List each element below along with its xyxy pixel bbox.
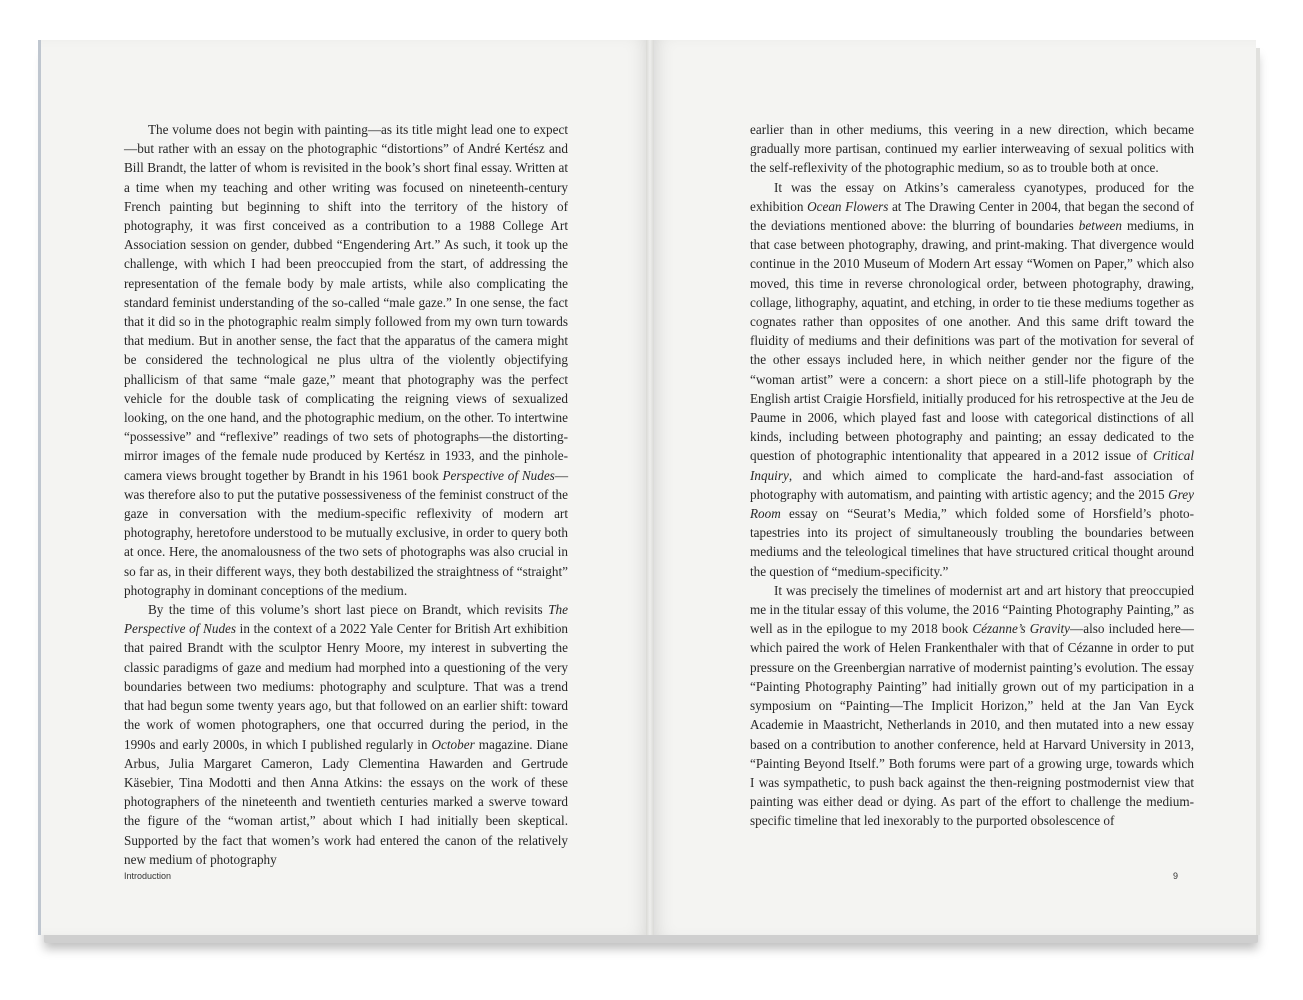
text-run: , and which aimed to complicate the hard-and-fast association of photography with automatism, and painting with artistic agency; and the 2015 xyxy=(750,467,1194,502)
paragraph xyxy=(750,120,1194,178)
text-run: earlier than in other mediums, this veering in a new direction, which became gradually more partisan, continued my earlier interweaving of sexual politics with the self-reflexivity of the photographic medium, so as to trouble both at once. xyxy=(750,122,1194,176)
book-gutter xyxy=(646,40,654,935)
italic-title: Perspective of Nudes xyxy=(442,467,555,483)
left-page xyxy=(38,40,653,935)
paragraph xyxy=(750,178,1194,581)
italic-title: Ocean Flowers xyxy=(807,198,889,214)
text-run: at The Drawing Center in 2004, that began the second of the deviations mentioned above: the blurring of boundaries xyxy=(750,198,1194,234)
italic-title: Critical Inquiry xyxy=(750,448,1194,483)
text-run: —was therefore also to put the putative possessiveness of the feminist construct of the gaze in conversation with the medium-specific reflexivity of modern art photography, heretofore understood to be mutually exclusive, in order to query both at once. Here, the anomalousness of the two sets of photographs was also crucial in so far as, in their different ways, they both destabilized the straightness of “straight” photography in dominant conceptions of the medium. xyxy=(124,467,568,598)
right-page xyxy=(650,40,1256,935)
open-book xyxy=(38,40,1256,935)
text-run: The volume does not begin with painting—as its title might lead one to expect—but rather with an essay on the photographic “distortions” of André Kertész and Bill Brandt, the latter of whom is revisited in the book’s short final essay. Written at a time when my teaching and other writing was focused on nineteenth-century French painting but beginning to shift into the territory of the history of photography, it was first conceived as a contribution to a 1988 College Art Association session on gender, dubbed “Engendering Art.” As such, it took up the challenge, with which I had been preoccupied from the start, of addressing the representation of the female body by male artists, while also complicating the standard feminist understanding of the so-called “male gaze.” In one sense, the fact that it did so in the photographic realm simply followed from my own turn towards that medium. But in another sense, the fact that the apparatus of the camera might be considered the technological ne plus ultra of the violently objectifying phallicism of that same “male gaze,” meant that photography was the perfect vehicle for the double task of complicating the reigning views of sexualized looking, on the one hand, and the photographic medium, on the other. To intertwine “possessive” and “reflexive” readings of two sets of photographs—the distorting-mirror images of the female nude produced by Kertész in 1933, and the pinhole-camera views brought together by Brandt in his 1961 book xyxy=(124,122,568,483)
text-run: It was precisely the timelines of modernist art and art history that preoccupied me in the titular essay of this volume, the 2016 “Painting Photography Painting,” as well as in the epilogue to my 2018 book xyxy=(750,582,1194,637)
italic-title: Cézanne’s Gravity xyxy=(972,621,1071,637)
page-number: 9 xyxy=(1173,871,1179,881)
italic-title: between xyxy=(1078,218,1123,234)
italic-title: October xyxy=(431,736,475,752)
paragraph xyxy=(124,120,568,600)
paragraph xyxy=(750,581,1194,831)
italic-title: The Perspective of Nudes xyxy=(124,602,568,637)
left-page-body xyxy=(124,120,568,869)
text-run: By the time of this volume’s short last piece on Brandt, which revisits xyxy=(148,602,549,618)
text-run: magazine. Diane Arbus, Julia Margaret Cameron, Lady Clementina Hawarden and Gertrude Käsebier, Tina Modotti and then Anna Atkins: the essays on the work of these photographers of the nineteenth and twentieth centuries marked a swerve toward the figure of the “woman artist,” about which I had initially been skeptical. Supported by the fact that women’s work had entered the canon of the relatively new medium of photography xyxy=(124,736,568,867)
text-run: It was the essay on Atkins’s cameraless cyanotypes, produced for the exhibition xyxy=(750,179,1194,214)
text-run: mediums, in that case between photography, drawing, and print-making. That divergence would continue in the 2010 Museum of Modern Art essay “Women on Paper,” which also moved, this time in reverse chronological order, between photography, drawing, collage, lithography, aquatint, and etching, in order to tie these mediums together as cognates rather than opposites of one another. And this same drift toward the fluidity of mediums and their definitions was part of the motivation for several of the other essays included here, in which neither gender nor the figure of the “woman artist” were a concern: a short piece on a still-life photograph by the English artist Craigie Horsfield, initially produced for his retrospective at the Jeu de Paume in 2006, which played fast and loose with categorical distinctions of all kinds, including between photography and painting; an essay dedicated to the question of photographic intentionality that appeared in a 2012 issue of xyxy=(750,218,1194,464)
paragraph xyxy=(124,600,568,869)
text-run: —also included here—which paired the work of Helen Frankenthaler with that of Cézanne in order to put pressure on the Greenbergian narrative of modernist painting’s evolution. The essay “Painting Photography Painting” had initially grown out of my participation in a symposium on “Painting—The Implicit Horizon,” held at the Jan Van Eyck Academie in Maastricht, Netherlands in 2010, and then mutated into a new essay based on a contribution to another conference, held at Harvard University in 2013, “Painting Beyond Itself.” Both forums were part of a growing urge, towards which I was sympathetic, to push back against the then-reigning postmodernist view that painting was either dead or dying. As part of the effort to challenge the medium-specific timeline that led inexorably to the purported obsolescence of xyxy=(750,621,1194,829)
right-page-body xyxy=(750,120,1194,831)
text-run: essay on “Seurat’s Media,” which folded some of Horsfield’s photo-tapestries into its project of simultaneously troubling the boundaries between mediums and the teleological timelines that have structured critical thought around the question of “medium-specificity.” xyxy=(750,506,1194,579)
running-footer: Introduction xyxy=(124,871,172,881)
text-run: in the context of a 2022 Yale Center for British Art exhibition that paired Brandt with the sculptor Henry Moore, my interest in subverting the classic paradigms of gaze and medium had morphed into a questioning of the very boundaries between two mediums: photography and sculpture. That was a trend that had begun some twenty years ago, but that followed on an earlier shift: toward the work of women photographers, one that occurred during the period, in the 1990s and early 2000s, in which I published regularly in xyxy=(124,621,569,752)
italic-title: Grey Room xyxy=(750,486,1194,522)
